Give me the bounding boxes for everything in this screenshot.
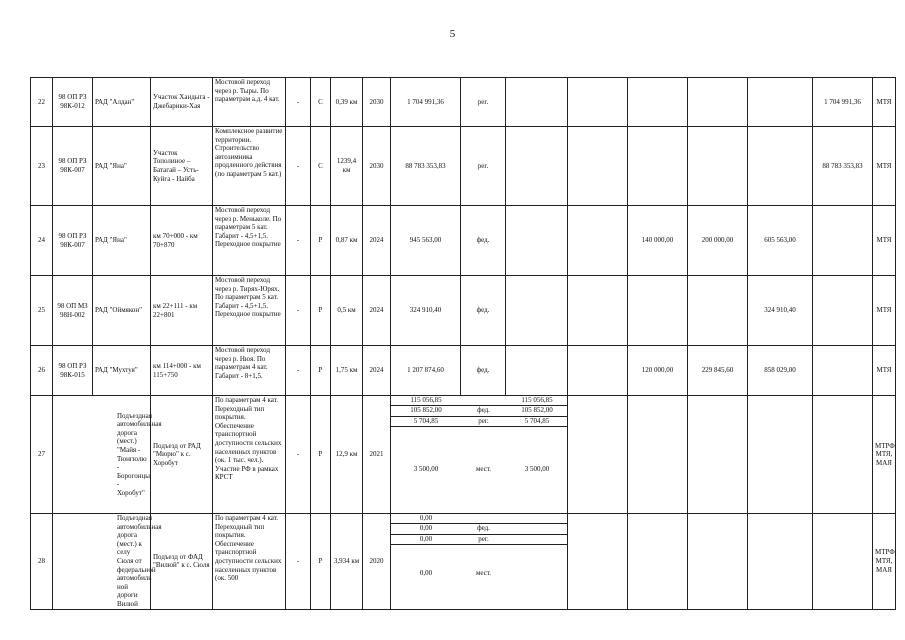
sub-value: 115 056,85 — [506, 396, 568, 406]
work-type: Р — [311, 396, 331, 514]
final-cost: 1 704 991,36 — [813, 78, 873, 127]
row-number: 27 — [31, 396, 53, 514]
dash-cell: - — [286, 78, 311, 127]
road-name: РАД "Мухтуя" — [93, 346, 151, 396]
responsible: МТЯ — [873, 276, 896, 346]
road-section: км 70+000 - км 70+870 — [151, 206, 213, 276]
sub-value: 105 852,00 — [506, 406, 568, 416]
length: 0,87 км — [331, 206, 363, 276]
road-code: 98 ОП РЗ 98К-007 — [53, 206, 93, 276]
sub-source: мест. — [475, 569, 492, 578]
total-cost: 324 910,40 — [391, 276, 461, 346]
project-description: Мостовой переход через р. Тирях-Юрях. По параметрам 5 кат. Габарит - 4,5+1,5. Переходное покрытие — [213, 276, 286, 346]
year: 2021 — [363, 396, 391, 514]
work-type: С — [311, 127, 331, 206]
work-type: С — [311, 78, 331, 127]
year: 2020 — [363, 514, 391, 610]
year: 2024 — [363, 206, 391, 276]
responsible: МТЯ — [873, 206, 896, 276]
responsible: МТЯ — [873, 346, 896, 396]
sub-value: 3 500,00 — [524, 465, 550, 474]
sub-source: рег. — [461, 535, 506, 545]
cost-year-3: 605 563,00 — [748, 206, 813, 276]
cost-year-2: 200 000,00 — [688, 206, 748, 276]
work-type: Р — [311, 514, 331, 610]
cost-cell — [506, 346, 568, 396]
length: 0,5 км — [331, 276, 363, 346]
cost-cell — [628, 127, 688, 206]
cost-year-3: 858 029,00 — [748, 346, 813, 396]
funding-source: фед. — [461, 276, 506, 346]
cost-year-2: 229 845,60 — [688, 346, 748, 396]
length: 1,75 км — [331, 346, 363, 396]
length: 12,9 км — [331, 396, 363, 514]
project-description: Мостовой переход через р. Тыры. По параметрам а.д. 4 кат. — [213, 78, 286, 127]
sub-total: 0,00 — [391, 535, 461, 545]
table-row — [31, 514, 896, 610]
dash-cell: - — [286, 346, 311, 396]
year: 2030 — [363, 78, 391, 127]
funding-source: рег. — [461, 78, 506, 127]
cost-cell — [688, 396, 748, 514]
sub-source: рег. — [461, 417, 506, 427]
work-type: Р — [311, 276, 331, 346]
sub-source: мест. — [475, 465, 492, 474]
cost-cell — [568, 396, 628, 514]
road-section: км 22+111 - км 22+801 — [151, 276, 213, 346]
table-row — [31, 206, 896, 276]
project-description: Мостовой переход через р. Меньколе. По параметрам 5 кат. Габарит - 4,5+1,5. Переходное покрытие — [213, 206, 286, 276]
length: 1239,4 км — [331, 127, 363, 206]
funding-breakdown — [391, 396, 568, 514]
road-name: РАД "Яна" — [93, 206, 151, 276]
sub-total: 5 704,85 — [391, 417, 461, 427]
cost-year-1: 140 000,00 — [628, 206, 688, 276]
cost-cell — [506, 127, 568, 206]
road-section: Участок Хандыга - Джебарики-Хая — [151, 78, 213, 127]
cost-cell — [506, 276, 568, 346]
cost-cell — [748, 127, 813, 206]
page-number: 5 — [449, 28, 456, 40]
road-code: 98 ОП РЗ 98К-012 — [53, 78, 93, 127]
table-row — [31, 127, 896, 206]
row-number: 25 — [31, 276, 53, 346]
funding-breakdown — [391, 514, 568, 610]
responsible: МТЯ — [873, 78, 896, 127]
sub-total: 3 500,00 — [413, 465, 439, 474]
sub-total: 0,00 — [419, 569, 433, 578]
final-cost — [813, 514, 873, 610]
cost-cell — [568, 206, 628, 276]
road-name: РАД "Оймякон" — [93, 276, 151, 346]
cost-cell — [688, 276, 748, 346]
cost-cell — [506, 206, 568, 276]
sub-total: 0,00 — [391, 524, 461, 534]
dash-cell: - — [286, 127, 311, 206]
row-number: 26 — [31, 346, 53, 396]
sub-value — [506, 524, 568, 534]
row-number: 28 — [31, 514, 53, 610]
table-row — [31, 346, 896, 396]
cost-cell — [628, 78, 688, 127]
sub-total: 115 056,85 — [391, 396, 461, 406]
total-cost: 88 783 353,83 — [391, 127, 461, 206]
road-section: Участок Тополиное – Батагай – Усть-Куйга - Найба — [151, 127, 213, 206]
cost-cell — [688, 127, 748, 206]
year: 2030 — [363, 127, 391, 206]
cost-cell — [506, 78, 568, 127]
sub-value — [506, 545, 568, 603]
row-number: 24 — [31, 206, 53, 276]
cost-cell — [568, 127, 628, 206]
dash-cell: - — [286, 206, 311, 276]
final-cost — [813, 346, 873, 396]
cost-cell — [628, 514, 688, 610]
project-description: По параметрам 4 кат. Переходный тип покрытия. Обеспечение транспортной доступности сельских населенных пунктов (ок. 1 тыс. чел.). Участие РФ в рамках КРСТ — [213, 396, 286, 514]
responsible: МТЯ — [873, 127, 896, 206]
total-cost: 945 563,00 — [391, 206, 461, 276]
cost-cell — [748, 396, 813, 514]
cost-cell — [748, 78, 813, 127]
sub-source — [461, 396, 506, 406]
funding-source: фед. — [461, 346, 506, 396]
cost-year-1: 120 000,00 — [628, 346, 688, 396]
project-description: Мостовой переход через р. Нюя. По параметрам 4 кат. Габарит - 8+1,5. — [213, 346, 286, 396]
road-section: Подъезд от РАД "Мюрю" к с. Хоробут — [151, 396, 213, 514]
final-cost: 88 783 353,83 — [813, 127, 873, 206]
sub-value: 5 704,85 — [506, 417, 568, 427]
responsible: МТРФ, МТЯ, МАЯ — [873, 514, 896, 610]
year: 2024 — [363, 346, 391, 396]
cost-cell — [748, 514, 813, 610]
cost-year-3: 324 910,40 — [748, 276, 813, 346]
cost-cell — [568, 276, 628, 346]
final-cost — [813, 396, 873, 514]
work-type: Р — [311, 206, 331, 276]
cost-cell — [688, 78, 748, 127]
cost-cell — [628, 396, 688, 514]
cost-cell — [568, 514, 628, 610]
sub-source — [461, 514, 506, 524]
project-description: Комплексное развитие территории. Строительство автозимника продленного действия (по параметрам 5 кат.) — [213, 127, 286, 206]
road-name: РАД "Яна" — [93, 127, 151, 206]
row-number: 22 — [31, 78, 53, 127]
work-type: Р — [311, 346, 331, 396]
sub-source: фед. — [461, 406, 506, 416]
road-code: 98 ОП РЗ 98К-007 — [53, 127, 93, 206]
dash-cell: - — [286, 396, 311, 514]
cost-cell — [568, 78, 628, 127]
project-description: По параметрам 4 кат. Переходный тип покрытия. Обеспечение транспортной доступности сельских населенных пунктов (ок. 500 — [213, 514, 286, 610]
final-cost — [813, 276, 873, 346]
total-cost: 1 207 874,60 — [391, 346, 461, 396]
cost-cell — [568, 346, 628, 396]
total-cost: 1 704 991,36 — [391, 78, 461, 127]
responsible: МТРФ, МТЯ, МАЯ — [873, 396, 896, 514]
sub-value — [506, 514, 568, 524]
dash-cell: - — [286, 514, 311, 610]
road-section: Подъезд от ФАД "Вилюй" к с. Сюля — [151, 514, 213, 610]
row-number: 23 — [31, 127, 53, 206]
length: 0,39 км — [331, 78, 363, 127]
final-cost — [813, 206, 873, 276]
road-name: РАД "Алдан" — [93, 78, 151, 127]
sub-source: фед. — [461, 524, 506, 534]
cost-cell — [688, 514, 748, 610]
funding-source: рег. — [461, 127, 506, 206]
sub-total: 105 852,00 — [391, 406, 461, 416]
funding-source: фед. — [461, 206, 506, 276]
sub-value — [506, 535, 568, 545]
cost-cell — [628, 276, 688, 346]
length: 3,934 км — [331, 514, 363, 610]
road-code: 98 ОП МЗ 98Н-002 — [53, 276, 93, 346]
table-row — [31, 78, 896, 127]
table-row — [31, 276, 896, 346]
table-row — [31, 396, 896, 514]
road-name: Подъездная автомобильная дорога (мест.) к селу Сюля от федеральной автомобиль ной дороги Вилюй — [53, 514, 151, 610]
road-code: 98 ОП РЗ 98К-015 — [53, 346, 93, 396]
dash-cell: - — [286, 276, 311, 346]
sub-total: 0,00 — [391, 514, 461, 524]
road-name: Подъездная автомобильная дорога (мест.) "Майя - Тюнгюлю - Борогонцы - Хоробут" — [53, 396, 151, 514]
road-projects-table — [30, 77, 896, 610]
year: 2024 — [363, 276, 391, 346]
road-section: км 114+000 - км 115+750 — [151, 346, 213, 396]
